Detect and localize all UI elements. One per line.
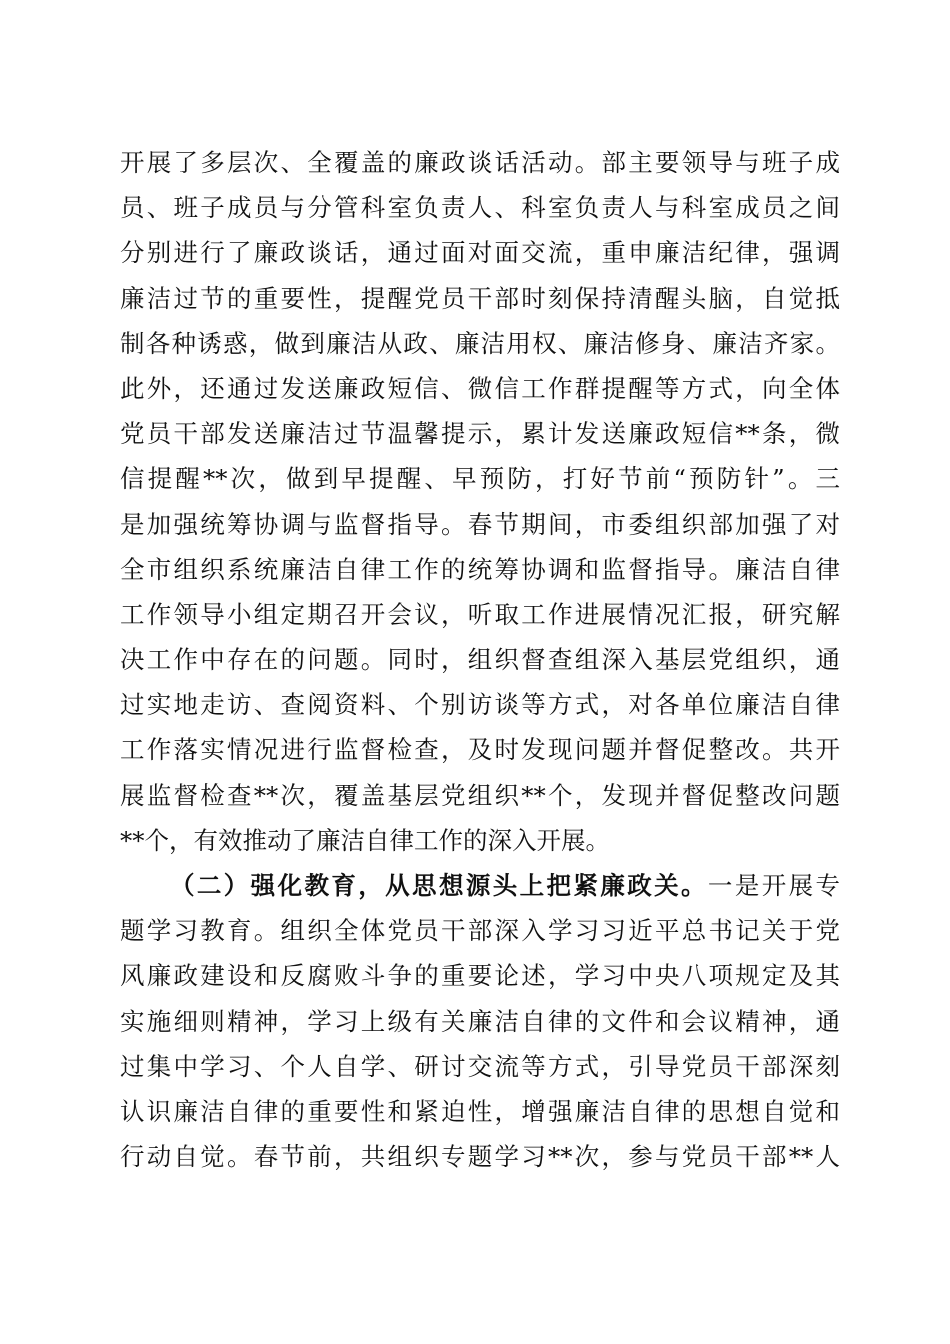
- text-line: 实施细则精神，学习上级有关廉洁自律的文件和会议精神，通: [120, 1006, 840, 1036]
- text-line: 廉洁过节的重要性，提醒党员干部时刻保持清醒头脑，自觉抵: [120, 283, 840, 313]
- text-line: 全市组织系统廉洁自律工作的统筹协调和监督指导。廉洁自律: [120, 554, 840, 584]
- text-line: 信提醒**次，做到早提醒、早预防，打好节前“预防针”。三: [120, 464, 840, 494]
- text-line: 员、班子成员与分管科室负责人、科室负责人与科室成员之间: [120, 193, 840, 223]
- text-line: 展监督检查**次，覆盖基层党组织**个，发现并督促整改问题: [120, 780, 840, 810]
- text-line: 决工作中存在的问题。同时，组织督查组深入基层党组织，通: [120, 645, 840, 675]
- text-line: 开展了多层次、全覆盖的廉政谈话活动。部主要领导与班子成: [120, 148, 840, 177]
- text-line: **个，有效推动了廉洁自律工作的深入开展。: [120, 825, 610, 855]
- text-line: 工作领导小组定期召开会议，听取工作进展情况汇报，研究解: [120, 599, 840, 629]
- text-line: 题学习教育。组织全体党员干部深入学习习近平总书记关于党: [120, 916, 840, 946]
- text-line: 制各种诱惑，做到廉洁从政、廉洁用权、廉洁修身、廉洁齐家。: [120, 328, 840, 358]
- section-heading: （二）强化教育，从思想源头上把紧廉政关。: [170, 871, 708, 900]
- text-line: 风廉政建设和反腐败斗争的重要论述，学习中央八项规定及其: [120, 961, 840, 991]
- text-line: 此外，还通过发送廉政短信、微信工作群提醒等方式，向全体: [120, 373, 840, 403]
- text-line: 工作落实情况进行监督检查，及时发现问题并督促整改。共开: [120, 735, 840, 765]
- body-text: [120, 140, 840, 1179]
- section-heading-rest: 一是开展专: [707, 871, 841, 900]
- text-line: 分别进行了廉政谈话，通过面对面交流，重申廉洁纪律，强调: [120, 238, 840, 268]
- text-line: 行动自觉。春节前，共组织专题学习**次，参与党员干部**人: [120, 1142, 840, 1172]
- text-line: 过集中学习、个人自学、研讨交流等方式，引导党员干部深刻: [120, 1051, 840, 1081]
- text-line: 党员干部发送廉洁过节温馨提示，累计发送廉政短信**条，微: [120, 419, 840, 449]
- text-line: 是加强统筹协调与监督指导。春节期间，市委组织部加强了对: [120, 509, 840, 539]
- text-line: 认识廉洁自律的重要性和紧迫性，增强廉洁自律的思想自觉和: [120, 1096, 840, 1126]
- section-heading-line: [120, 863, 840, 908]
- text-line: 过实地走访、查阅资料、个别访谈等方式，对各单位廉洁自律: [120, 690, 840, 720]
